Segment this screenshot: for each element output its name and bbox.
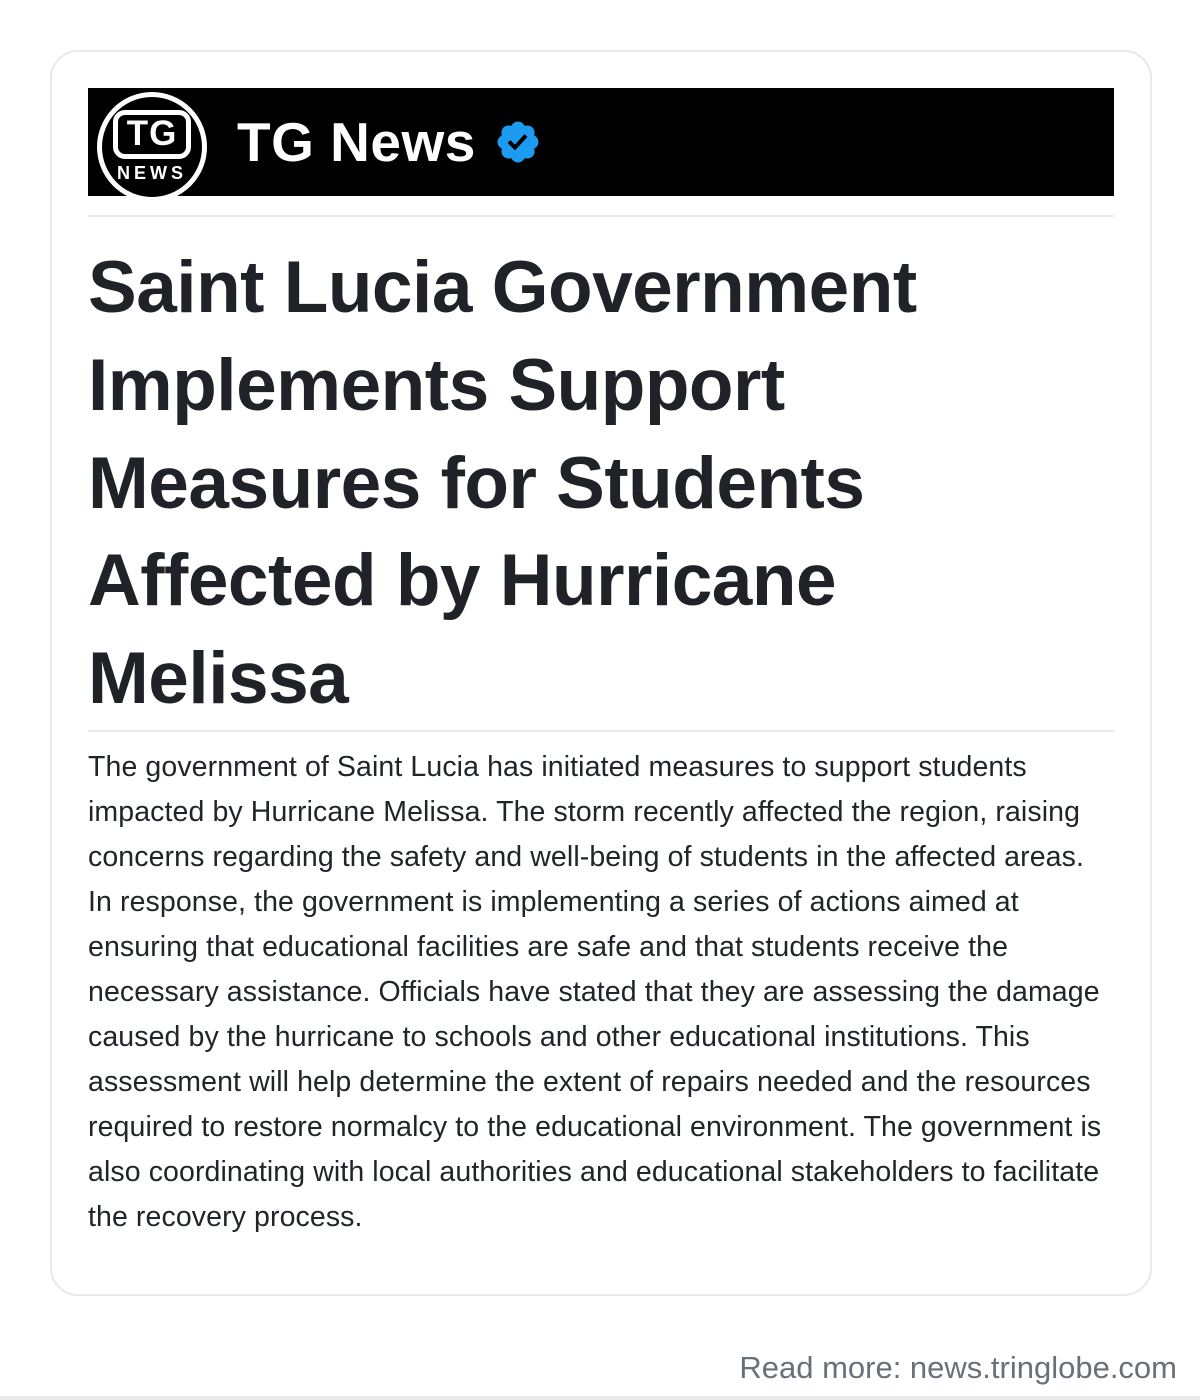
tg-news-logo-icon: [97, 92, 207, 202]
logo-caption: NEWS: [117, 162, 187, 183]
article-headline: Saint Lucia Government Implements Support Measures for Students Affected by Hurricane Melissa: [88, 247, 917, 720]
header-bar: [88, 88, 1114, 196]
brand-name: TG News: [237, 111, 476, 173]
news-card: [50, 50, 1152, 1296]
headline-divider: [88, 730, 1114, 732]
verified-badge-icon: [494, 118, 542, 166]
article-body: The government of Saint Lucia has initiated measures to support students impacted by Hurricane Melissa. The storm recently affected the region, raising concerns regarding the safety and well-being of students in the affected areas. In response, the government is implementing a series of actions aimed at ensuring that educational facilities are safe and that students receive the necessary assistance. Officials have stated that they are assessing the damage caused by the hurricane to schools and other educational institutions. This assessment will help determine the extent of repairs needed and the resources required to restore normalcy to the educational environment. The government is also coordinating with local authorities and educational stakeholders to facilitate the recovery process.: [88, 751, 1102, 1234]
bottom-divider: [0, 1396, 1200, 1400]
read-more-link[interactable]: Read more: news.tringlobe.com: [739, 1350, 1177, 1385]
logo-monogram: TG: [113, 110, 192, 159]
header-divider: [88, 215, 1114, 217]
